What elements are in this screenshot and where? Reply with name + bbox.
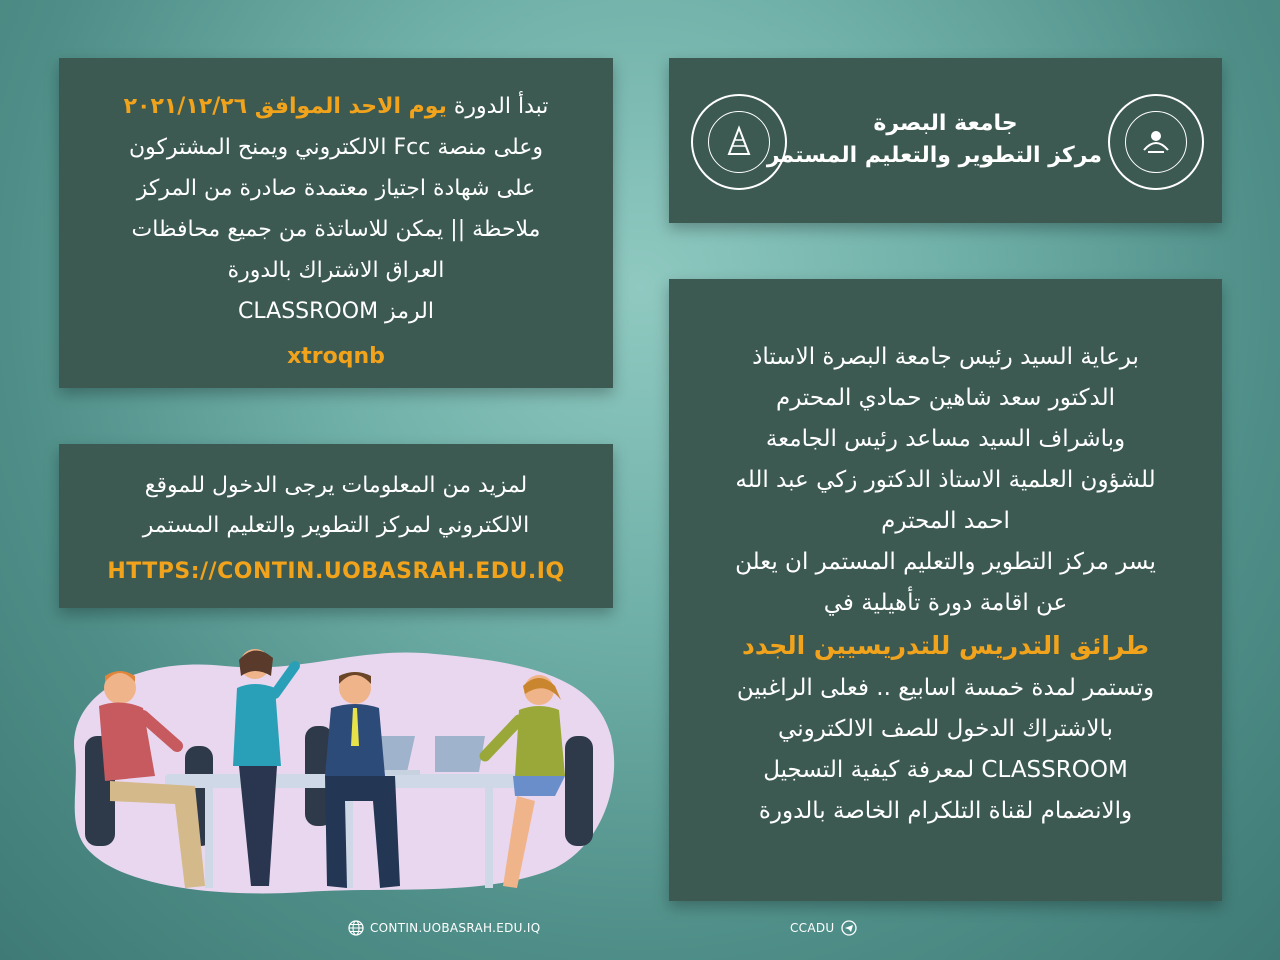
announcement-line: وباشراف السيد مساعد رئيس الجامعة: [765, 426, 1126, 452]
center-logo-icon: [1108, 94, 1204, 190]
website-line: الالكتروني لمركز التطوير والتعليم المستمر: [142, 513, 530, 538]
announcement-line: CLASSROOM لمعرفة كيفية التسجيل: [763, 757, 1128, 783]
footer-website[interactable]: [348, 920, 540, 936]
course-info-panel: [59, 58, 613, 388]
start-date-highlight: يوم الاحد الموافق ٢٠٢١/١٢/٢٦: [123, 94, 447, 119]
classroom-code-label: الرمز CLASSROOM: [238, 299, 434, 324]
announcement-line: عن اقامة دورة تأهيلية في: [823, 590, 1068, 616]
footer-brand-text: CCADU: [790, 921, 835, 935]
announcement-line: للشؤون العلمية الاستاذ الدكتور زكي عبد الله: [735, 467, 1156, 493]
info-line: العراق الاشتراك بالدورة: [227, 258, 445, 283]
telegram-icon: [841, 920, 857, 936]
footer-brand[interactable]: [790, 920, 857, 936]
classroom-code: xtroqnb: [287, 344, 385, 369]
center-name: مركز التطوير والتعليم المستمر: [766, 143, 1102, 168]
announcement-line: يسر مركز التطوير والتعليم المستمر ان يعلن: [735, 549, 1156, 575]
announcement-line: والانضمام لقناة التلكرام الخاصة بالدورة: [758, 798, 1133, 824]
announcement-line: وتستمر لمدة خمسة اسابيع .. فعلى الراغبين: [736, 675, 1155, 701]
announcement-line: بالاشتراك الدخول للصف الالكتروني: [778, 716, 1113, 742]
info-line: وعلى منصة Fcc الالكتروني ويمنح المشتركون: [128, 135, 544, 160]
announcement-line: احمد المحترم: [881, 508, 1010, 534]
course-title: طرائق التدريس للتدريسيين الجدد: [741, 631, 1150, 660]
header-panel: [669, 58, 1222, 223]
start-date-prefix: تبدأ الدورة: [446, 94, 549, 119]
team-meeting-illustration: [55, 636, 617, 902]
info-line: ملاحظة || يمكن للاساتذة من جميع محافظات: [131, 217, 541, 242]
globe-icon: [348, 920, 364, 936]
start-date-line: [59, 86, 613, 127]
announcement-line: الدكتور سعد شاهين حمادي المحترم: [775, 385, 1116, 411]
info-line: على شهادة اجتياز معتمدة صادرة من المركز: [136, 176, 536, 201]
announcement-panel: [669, 279, 1222, 901]
website-panel: [59, 444, 613, 608]
university-name: جامعة البصرة: [873, 111, 1018, 136]
announcement-line: برعاية السيد رئيس جامعة البصرة الاستاذ: [752, 344, 1139, 370]
university-logo-icon: [691, 94, 787, 190]
website-line: لمزيد من المعلومات يرجى الدخول للموقع: [144, 473, 528, 498]
website-url-link[interactable]: HTTPS://CONTIN.UOBASRAH.EDU.IQ: [107, 559, 565, 584]
footer-website-text: CONTIN.UOBASRAH.EDU.IQ: [370, 921, 541, 935]
